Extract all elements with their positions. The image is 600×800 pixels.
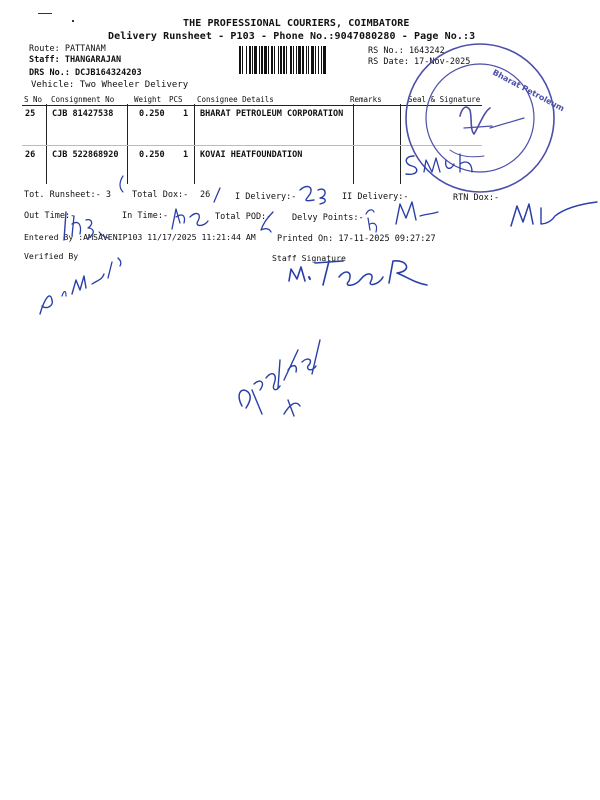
row-sno: 26 [25,150,36,160]
i-delivery-label: I Delivery:- [235,192,297,202]
barcode-bar [306,46,307,74]
printed-on: Printed On: 17-11-2025 09:27:27 [277,234,436,244]
row-consignment: CJB 81427538 [52,109,114,119]
handwritten-points-mark [364,212,390,236]
col-header-consignment: Consignment No [51,95,115,104]
ink-dot-mark [95,228,115,242]
barcode-bar [274,46,275,74]
total-pod-label: Total POD:- [215,212,272,222]
barcode-bar [302,46,304,74]
drs-number: DRS No.: DCJB164324203 [29,68,142,78]
total-dox-label: Total Dox:- [132,190,189,200]
barcode-bar [308,46,309,74]
barcode-bar [290,46,292,74]
barcode-bar [259,46,260,74]
row-pcs: 1 [183,109,189,119]
barcode-bar [254,46,257,74]
col-header-sno: S No [24,95,43,104]
row-weight: 0.250 [139,150,165,160]
row-weight: 0.250 [139,109,165,119]
barcode-bar [315,46,316,74]
barcode-bar [264,46,267,74]
barcode-bar [298,46,301,74]
col-divider [194,104,195,184]
barcode-bar [246,46,247,74]
barcode-bar [283,46,285,74]
out-time-label: Out Time:- [24,211,76,221]
barcode-bar [261,46,263,74]
row-sno: 25 [25,109,36,119]
ink-tick-mark [115,172,145,196]
company-title: THE PROFESSIONAL COURIERS, COIMBATORE [183,18,410,29]
col-divider [353,104,354,184]
row-consignee: BHARAT PETROLEUM CORPORATION [200,109,344,119]
col-header-consignee: Consignee Details [197,95,274,104]
ii-delivery-label: II Delivery:- [342,192,409,202]
scan-mark [38,13,52,14]
barcode-bar [278,46,279,74]
barcode-bar [321,46,322,74]
col-header-remarks: Remarks [350,95,382,104]
handwritten-initials-right [505,196,600,236]
tot-runsheet: Tot. Runsheet:- 3 [24,190,111,200]
barcode-bar [286,46,287,74]
col-header-weight: Weight [134,95,162,104]
handwritten-staff-signature [283,255,433,295]
handwritten-updated-note [228,330,338,420]
barcode-bar [268,46,269,74]
row-consignee: KOVAI HEATFOUNDATION [200,150,303,160]
barcode-bar [293,46,294,74]
rtn-dox-label: RTN Dox:- [453,193,500,203]
barcode-bar [311,46,314,74]
entered-by: Entered By :AMSAVENIP103 11/17/2025 11:21:44 AM [24,232,256,242]
col-divider [46,104,47,184]
row-pcs: 1 [183,150,189,160]
in-time-label: In Time:- [122,211,169,221]
barcode-bar [249,46,251,74]
staff-signature-label: Staff Signature [272,253,346,263]
barcode-bar [242,46,243,74]
handwritten-in-time [168,203,218,237]
barcode-bar [323,46,326,74]
barcode-bar [318,46,319,74]
barcode-bar [296,46,297,74]
scan-dot [72,20,74,22]
col-header-seal: Seal & Signature [408,95,481,104]
col-header-pcs: PCS [169,95,183,104]
barcode-bar [239,46,241,74]
barcode-bar [271,46,273,74]
vehicle-label: Vehicle: Two Wheeler Delivery [31,80,189,90]
rs-date: RS Date: 17-Nov-2025 [368,57,471,67]
rs-number: RS No.: 1643242 [368,46,445,56]
runsheet-title: Delivery Runsheet - P103 - Phone No.:9047080280 - Page No.:3 [108,31,476,42]
verified-by: Verified By [24,251,79,261]
handwritten-pod-mark [255,208,283,234]
barcode [239,46,363,74]
delvy-points-label: Delvy Points:- [292,213,364,223]
handwritten-count [296,182,336,206]
barcode-bar [280,46,282,74]
barcode-bar [252,46,253,74]
seal-text: Bharat Petroleum [491,67,566,114]
route-label: Route: PATTANAM [29,44,106,54]
handwritten-signature-row2 [400,148,490,188]
handwritten-verified-signature [32,250,132,320]
row-consignment: CJB 522868920 [52,150,119,160]
staff-label: Staff: THANGARAJAN [29,55,122,65]
total-dox-value: 26 [200,190,211,200]
